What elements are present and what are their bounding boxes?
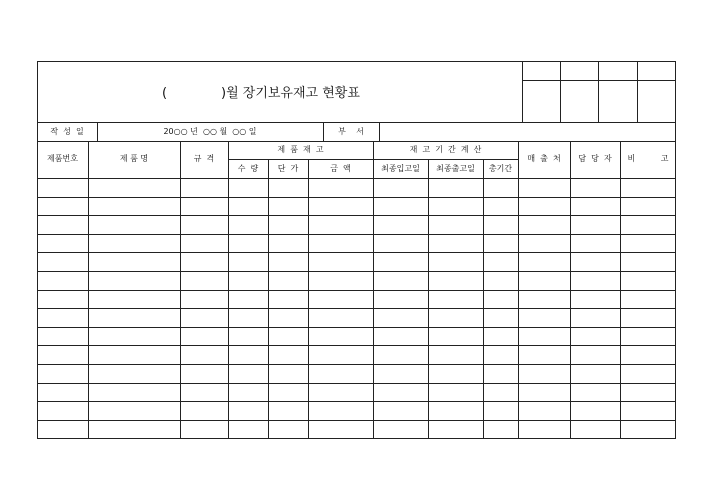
date-row-line-3 xyxy=(379,122,380,141)
row-divider-line xyxy=(37,197,676,198)
row-divider-line xyxy=(37,364,676,365)
date-row-bottom-line xyxy=(37,141,676,142)
header-total-period: 총기간 xyxy=(488,164,513,173)
row-divider-line xyxy=(37,271,676,272)
col-line-4 xyxy=(268,159,269,439)
header-unit-price: 단 가 xyxy=(277,164,299,173)
header-product-no: 제품번호 xyxy=(47,154,78,163)
header-amount: 금 액 xyxy=(330,164,351,173)
title-paren-open: ( xyxy=(162,86,168,101)
written-date-value[interactable]: 20○○ 년 ○○ 월 ○○ 일 xyxy=(163,127,257,136)
department-label: 부 서 xyxy=(338,127,364,136)
row-divider-line xyxy=(37,420,676,421)
header-qty: 수 량 xyxy=(237,164,259,173)
row-divider-line xyxy=(37,345,676,346)
header-period-group: 재 고 기 간 계 산 xyxy=(409,145,482,154)
row-divider-line xyxy=(37,234,676,235)
header-manager: 담 당 자 xyxy=(578,154,612,163)
header-product-name: 제 품 명 xyxy=(119,154,149,163)
row-divider-line xyxy=(37,252,676,253)
row-divider-line xyxy=(37,308,676,309)
approval-box-line-3 xyxy=(598,61,599,122)
row-divider-line xyxy=(37,215,676,216)
header-last-out: 최종출고일 xyxy=(436,164,475,173)
header-last-in: 최종입고일 xyxy=(381,164,420,173)
row-divider-line xyxy=(37,401,676,402)
header-stock-group: 제 품 재 고 xyxy=(277,145,324,154)
approval-box-line-4 xyxy=(637,61,638,122)
header-bottom-line xyxy=(37,178,676,179)
approval-box-line-2 xyxy=(560,61,561,122)
header-spec: 규 격 xyxy=(193,154,215,163)
row-divider-line xyxy=(37,327,676,328)
page-title: )월 장기보유재고 현황표 xyxy=(221,86,360,101)
written-date-label: 작 성 일 xyxy=(50,127,84,136)
row-divider-line xyxy=(37,290,676,291)
col-line-7 xyxy=(428,159,429,439)
header-remarks: 비 고 xyxy=(627,154,669,163)
approval-box-left-line xyxy=(522,61,523,122)
col-line-8 xyxy=(483,159,484,439)
col-line-5 xyxy=(308,159,309,439)
approval-box-mid-line xyxy=(522,80,676,81)
header-sale-place: 매 출 처 xyxy=(527,154,561,163)
title-row-bottom-line xyxy=(37,122,676,123)
row-divider-line xyxy=(37,383,676,384)
